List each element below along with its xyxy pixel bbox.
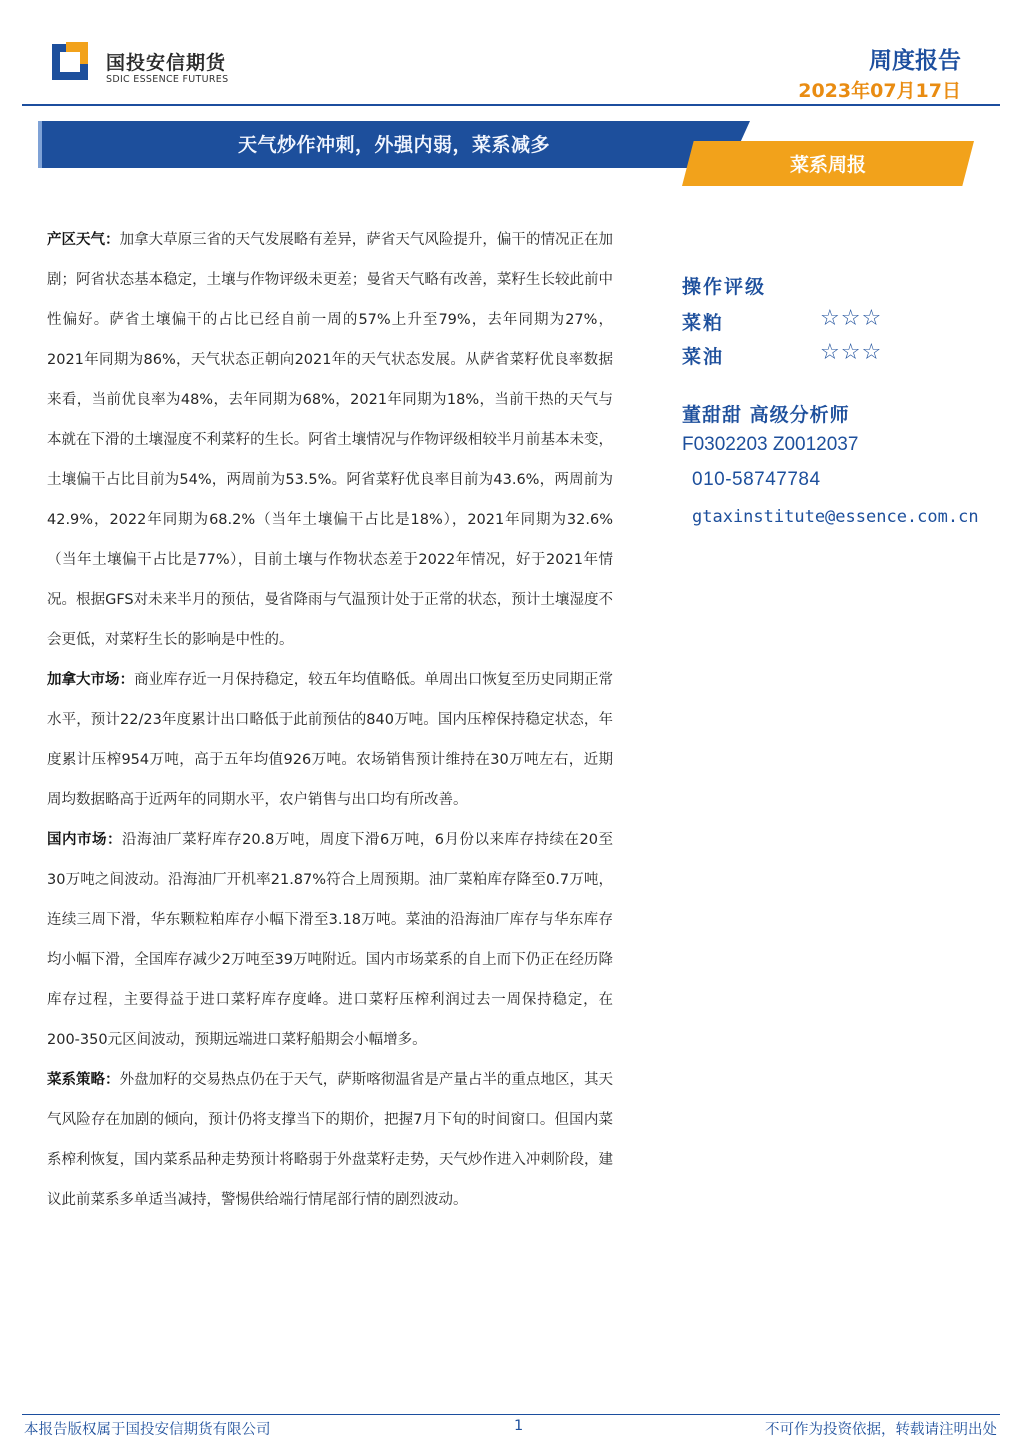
report-body bbox=[47, 220, 613, 1220]
star-rating-icon: ☆☆☆ bbox=[820, 306, 883, 331]
analyst-phone: 010-58747784 bbox=[692, 469, 821, 490]
rating-name: 菜粕 bbox=[682, 312, 725, 334]
paragraph-heading: 国内市场： bbox=[47, 832, 123, 848]
paragraph-text: 商业库存近一月保持稳定，较五年均值略低。单周出口恢复至历史同期正常水平，预计22/23年度累计出口略低于此前预估的840万吨。国内压榨保持稳定状态，年度累计压榨954万吨，高于五年均值926万吨。农场销售预计维持在30万吨左右，近期周均数据略高于近两年的同期水平，农户销售与出口均有所改善。 bbox=[47, 672, 614, 808]
analyst-license: F0302203 Z0012037 bbox=[682, 434, 859, 455]
category-tag: 菜系周报 bbox=[789, 154, 866, 176]
rating-row-rapeseed-oil bbox=[682, 342, 902, 372]
rating-title: 操作评级 bbox=[682, 276, 767, 298]
paragraph-text: 外盘加籽的交易热点仍在于天气，萨斯喀彻温省是产量占半的重点地区，其天气风险存在加剧的倾向，预计仍将支撑当下的期价，把握7月下旬的时间窗口。但国内菜系榨利恢复，国内菜系品种走势预计将略弱于外盘菜籽走势，天气炒作进入冲刺阶段，建议此前菜系多单适当减持，警惕供给端行情尾部行情的剧烈波动。 bbox=[47, 1072, 614, 1208]
company-logo bbox=[52, 42, 242, 92]
footer-copyright: 本报告版权属于国投安信期货有限公司 bbox=[24, 1422, 271, 1438]
paragraph-canada-market bbox=[47, 660, 613, 820]
paragraph-domestic-market bbox=[47, 820, 613, 1060]
rating-name: 菜油 bbox=[682, 346, 725, 368]
logo-english-name: SDIC ESSENCE FUTURES bbox=[106, 74, 229, 85]
footer-disclaimer: 不可作为投资依据，转载请注明出处 bbox=[765, 1422, 997, 1438]
footer-divider bbox=[22, 1414, 1000, 1415]
logo-mark-icon bbox=[52, 42, 96, 86]
header-divider bbox=[22, 104, 1000, 106]
paragraph-strategy bbox=[47, 1060, 613, 1220]
analyst-name: 董甜甜 高级分析师 bbox=[682, 404, 850, 426]
paragraph-text: 沿海油厂菜籽库存20.8万吨，周度下滑6万吨，6月份以来库存持续在20至30万吨之间波动。沿海油厂开机率21.87%符合上周预期。油厂菜粕库存降至0.7万吨，连续三周下滑，华东颗粒粕库存小幅下滑至3.18万吨。菜油的沿海油厂库存与华东库存均小幅下滑，全国库存减少2万吨至39万吨附近。国内市场菜系的自上而下仍正在经历降库存过程，主要得益于进口菜籽库存度峰。进口菜籽压榨利润过去一周保持稳定，在200-350元区间波动，预期远端进口菜籽船期会小幅增多。 bbox=[47, 832, 613, 1048]
paragraph-heading: 菜系策略： bbox=[47, 1072, 120, 1088]
star-rating-icon: ☆☆☆ bbox=[820, 340, 883, 365]
report-date: 2023年07月17日 bbox=[798, 80, 961, 102]
page-number: 1 bbox=[514, 1418, 524, 1434]
report-title: 天气炒作冲刺，外强内弱，菜系减多 bbox=[237, 134, 550, 156]
paragraph-heading: 加拿大市场： bbox=[47, 672, 135, 688]
report-type: 周度报告 bbox=[869, 48, 961, 74]
rating-row-rapeseed-meal bbox=[682, 308, 902, 338]
paragraph-heading: 产区天气： bbox=[47, 232, 120, 248]
analyst-email-link[interactable]: gtaxinstitute@essence.com.cn bbox=[692, 507, 979, 527]
paragraph-weather bbox=[47, 220, 613, 660]
paragraph-text: 加拿大草原三省的天气发展略有差异，萨省天气风险提升，偏干的情况正在加剧；阿省状态基本稳定，土壤与作物评级未更差；曼省天气略有改善，菜籽生长较此前中性偏好。萨省土壤偏干的占比已经自前一周的57%上升至79%，去年同期为27%，2021年同期为86%，天气状态正朝向2021年的天气状态发展。从萨省菜籽优良率数据来看，当前优良率为48%，去年同期为68%，2021年同期为18%，当前干热的天气与本就在下滑的土壤湿度不利菜籽的生长。阿省土壤情况与作物评级相较半月前基本未变，土壤偏干占比目前为54%，两周前为53.5%。阿省菜籽优良率目前为43.6%，两周前为42.9%，2022年同期为68.2%（当年土壤偏干占比是18%），2021年同期为32.6%（当年土壤偏干占比是77%），目前土壤与作物状态差于2022年情况，好于2021年情况。根据GFS对未来半月的预估，曼省降雨与气温预计处于正常的状态，预计土壤湿度不会更低，对菜籽生长的影响是中性的。 bbox=[47, 232, 614, 648]
logo-chinese-name: 国投安信期货 bbox=[106, 52, 227, 74]
